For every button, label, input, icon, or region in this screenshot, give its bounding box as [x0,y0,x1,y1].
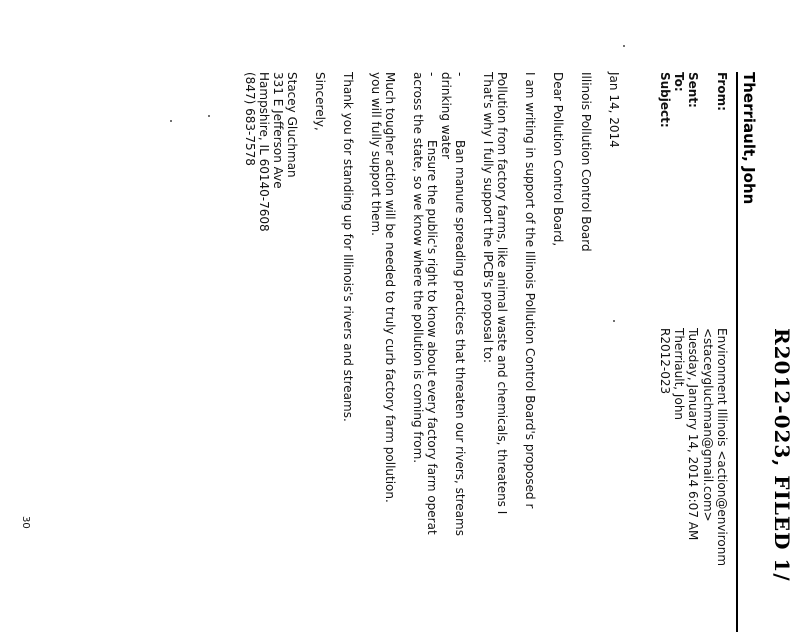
letter-recipient: Illinois Pollution Control Board [579,72,593,252]
page-number: 30 [20,516,31,529]
scan-speck [170,120,172,122]
subject-value: R2012-023 [658,328,672,395]
to-label: To: [672,72,686,92]
scan-speck [208,115,210,117]
letter-salutation: Dear Pollution Control Board, [551,72,565,247]
sent-value: Tuesday, January 14, 2014 6:07 AM [686,328,700,541]
paragraph-4: Thank you for standing up for Illinois's rivers and streams. [341,72,355,422]
bullet-2-dash: - [425,72,439,77]
bullet-1-line-1: Ban manure spreading practices that threaten our rivers, streams [453,140,467,536]
letter-date: Jan 14, 2014 [607,72,621,148]
from-value: Environment Illinois <action@environm [715,328,729,567]
signature-address-line-2: Hampshire, IL 60140-7608 [257,72,271,232]
paragraph-2-line-1: Pollution from factory farms, like animal waste and chemicals, threatens I [495,72,509,515]
signature-address-line-1: 331 E Jefferson Ave [271,72,285,189]
paragraph-3-line-2: you will fully support them. [369,72,383,236]
bullet-1-line-2: drinking water [439,72,453,159]
sent-label: Sent: [686,72,700,108]
header-rule [736,72,738,632]
scan-speck [613,320,615,322]
signature-name: Stacey Gluchman [285,72,299,178]
subject-label: Subject: [658,72,672,128]
bullet-2-line-1: Ensure the public's right to know about every factory farm operat [425,140,439,535]
bullet-2-line-2: across the state, so we know where the pollution is coming from. [411,72,425,464]
paragraph-1: I am writing in support of the Illinois Pollution Control Board's proposed r [523,72,537,509]
signature-phone: (847) 683-7578 [243,72,257,166]
paragraph-3-line-1: Much tougher action will be needed to truly curb factory farm pollution. [383,72,397,503]
to-value: Therriault, John [672,328,686,421]
closing: Sincerely, [313,72,327,131]
sender-name: Therriault, John [740,72,758,205]
filing-stamp: R2012-023, FILED 1/ [770,328,794,582]
from-label: From: [715,72,729,111]
from-value-email: <staceygluchman@gmail.com> [701,328,715,522]
bullet-1-dash: - [453,72,467,77]
scan-speck [623,45,625,47]
paragraph-2-line-2: That's why I fully support the IPCB's proposal to: [481,72,495,364]
